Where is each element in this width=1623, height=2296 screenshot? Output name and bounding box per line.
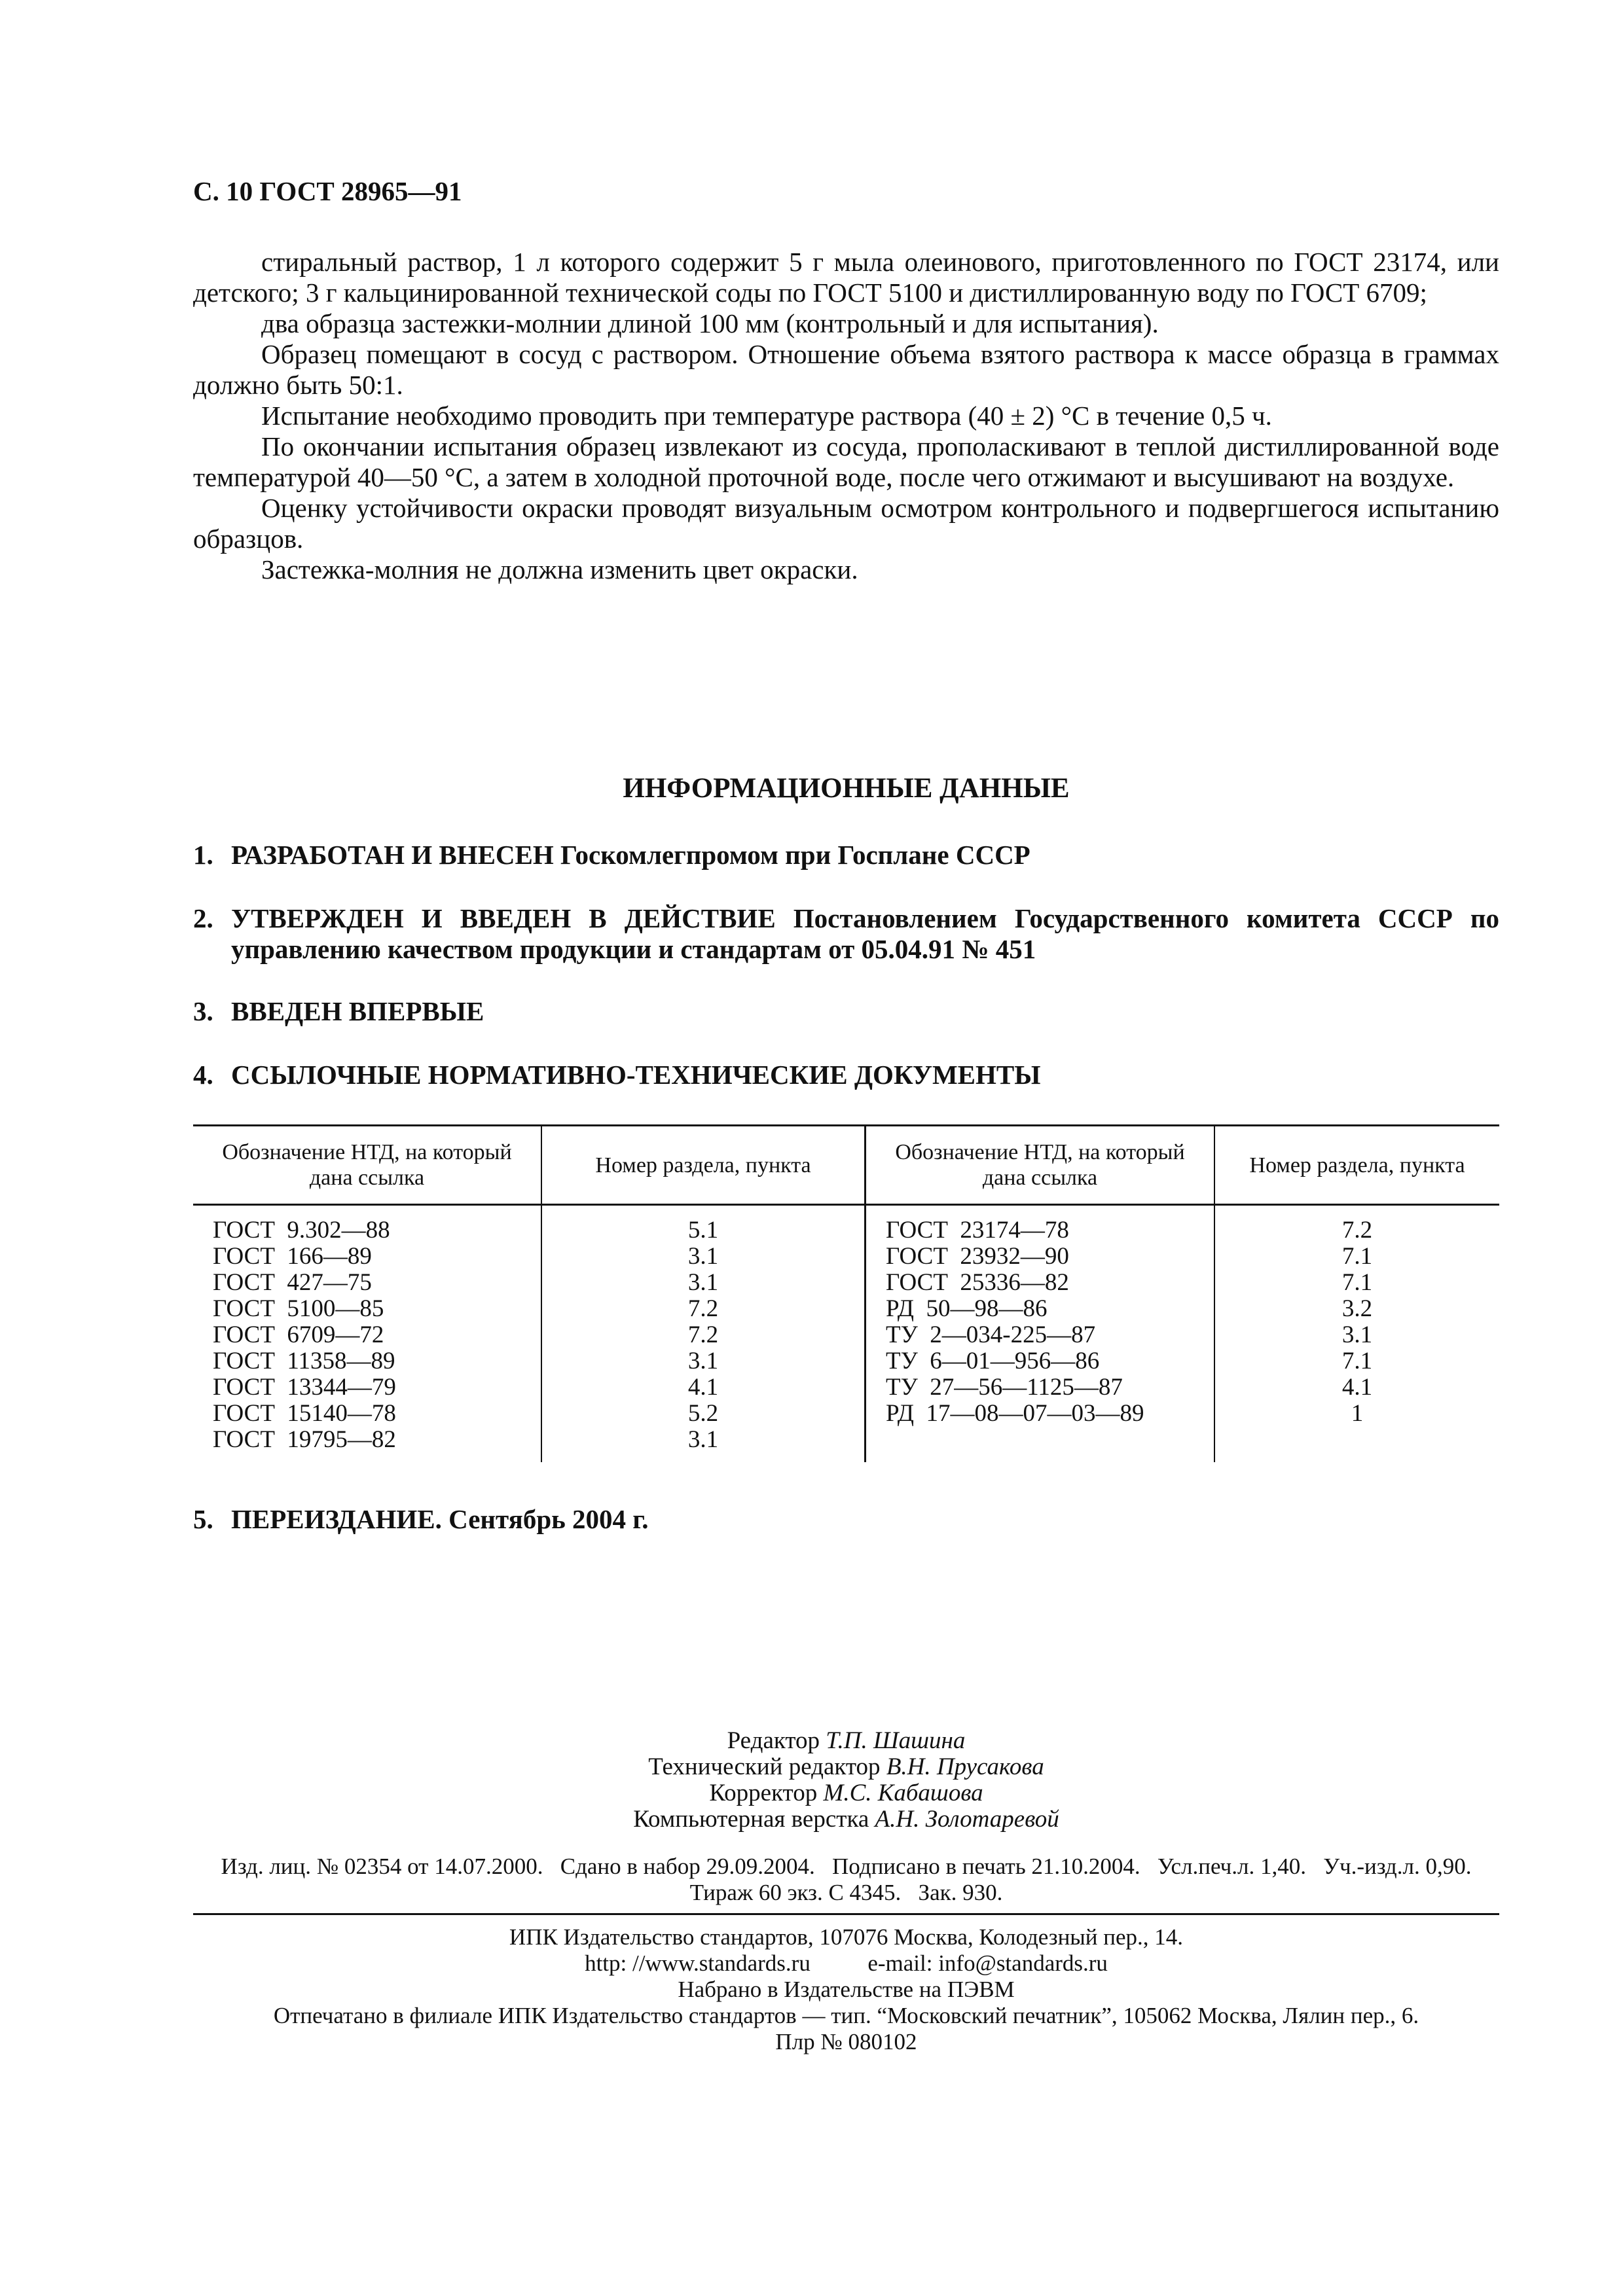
publication-details — [193, 1854, 1499, 1906]
imprint-license: Плр № 080102 — [775, 2029, 917, 2054]
imprint-typeset: Набрано в Издательстве на ПЭВМ — [678, 1977, 1015, 2002]
credit-name: Т.П. Шашина — [826, 1727, 966, 1754]
section-number: 7.2 — [687, 1321, 719, 1348]
info-section-title: ИНФОРМАЦИОННЫЕ ДАННЫЕ — [623, 773, 1070, 804]
right-docs-cell — [866, 1205, 1215, 1463]
doc-designation: ГОСТ 11358—89 — [213, 1348, 395, 1374]
section-number: 3.1 — [687, 1243, 719, 1270]
doc-designation: ГОСТ 25336—82 — [886, 1269, 1069, 1296]
info-item-5 — [193, 1504, 1499, 1535]
info-item-text: РАЗРАБОТАН И ВНЕСЕН Госкомлегпромом при Госплане СССР — [231, 840, 1030, 870]
section-number: 5.2 — [687, 1400, 719, 1427]
doc-designation: ТУ 6—01—956—86 — [886, 1348, 1100, 1374]
table-row — [193, 1205, 1499, 1463]
page-header: С. 10 ГОСТ 28965—91 — [193, 176, 462, 206]
credit-role: Компьютерная верстка — [633, 1806, 869, 1833]
section-number: 3.2 — [1341, 1295, 1373, 1322]
info-item-4 — [193, 1060, 1499, 1090]
credit-role: Редактор — [727, 1727, 820, 1754]
info-item-text: ПЕРЕИЗДАНИЕ. Сентябрь 2004 г. — [231, 1504, 649, 1534]
credit-name: А.Н. Золотаревой — [875, 1806, 1059, 1833]
body-paragraph: Испытание необходимо проводить при температуре раствора (40 ± 2) °С в течение 0,5 ч. — [261, 401, 1272, 431]
doc-designation: ТУ 27—56—1125—87 — [886, 1374, 1123, 1401]
credit-name: М.С. Кабашова — [823, 1780, 983, 1806]
credit-role: Корректор — [709, 1780, 818, 1806]
credit-layout — [193, 1806, 1499, 1833]
table-header-row — [193, 1126, 1499, 1205]
body-paragraph: Оценку устойчивости окраски проводят визуальным осмотром контрольного и подвергшегося испытанию образцов. — [193, 493, 1499, 554]
column-header: Обозначение НТД, на который дана ссылка — [866, 1126, 1215, 1205]
imprint-printed: Отпечатано в филиале ИПК Издательство стандартов — тип. “Московский печатник”, 105062 Москва, Лялин пер., 6. — [273, 2003, 1419, 2028]
body-paragraph: стиральный раствор, 1 л которого содержит 5 г мыла олеинового, приготовленного по ГОСТ 23174, или детского; 3 г кальцинированной технической соды по ГОСТ 5100 и дистиллированную воду по ГОСТ 6709; — [193, 247, 1499, 308]
credit-role: Технический редактор — [648, 1753, 881, 1780]
publisher-imprint — [193, 1924, 1499, 2055]
section-number: 1 — [1351, 1400, 1364, 1427]
credit-editor — [193, 1728, 1499, 1754]
doc-designation: ТУ 2—034-225—87 — [886, 1321, 1096, 1348]
body-paragraph: По окончании испытания образец извлекают из сосуда, прополаскивают в теплой дистиллированной воде температурой 40—50 °С, а затем в холодной проточной воде, после чего отжимают и высушивают на воздухе. — [193, 431, 1499, 492]
editorial-credits — [193, 1728, 1499, 1833]
doc-designation: ГОСТ 13344—79 — [213, 1374, 396, 1401]
doc-designation: РД 50—98—86 — [886, 1295, 1048, 1322]
credit-name: В.Н. Прусакова — [886, 1753, 1044, 1780]
info-item-number: 5. — [193, 1504, 213, 1534]
column-header: Номер раздела, пункта — [1214, 1126, 1499, 1205]
section-number: 3.1 — [1341, 1321, 1373, 1348]
column-header: Номер раздела, пункта — [541, 1126, 866, 1205]
section-number: 3.1 — [687, 1269, 719, 1296]
info-item-text: УТВЕРЖДЕН И ВВЕДЕН В ДЕЙСТВИЕ Постановлением Государственного комитета СССР по управлению качеством продукции и стандартам от 05.04.91 № 451 — [231, 903, 1499, 964]
imprint-address: ИПК Издательство стандартов, 107076 Москва, Колодезный пер., 14. — [509, 1924, 1184, 1950]
section-number: 7.2 — [1341, 1217, 1373, 1244]
doc-designation: ГОСТ 6709—72 — [213, 1321, 384, 1348]
left-points-cell — [541, 1205, 866, 1463]
info-item-number: 1. — [193, 840, 213, 870]
info-item-number: 4. — [193, 1060, 213, 1090]
info-item-3 — [193, 996, 1499, 1027]
info-item-text: ВВЕДЕН ВПЕРВЫЕ — [231, 996, 484, 1026]
credit-proofreader — [193, 1780, 1499, 1806]
section-number: 7.1 — [1341, 1348, 1373, 1374]
doc-designation: ГОСТ 5100—85 — [213, 1295, 384, 1322]
imprint-contacts: http: //www.standards.ru e-mail: info@standards.ru — [585, 1950, 1108, 1976]
left-docs-cell — [193, 1205, 541, 1463]
body-paragraph: Образец помещают в сосуд с раствором. Отношение объема взятого раствора к массе образца в граммах должно быть 50:1. — [193, 339, 1499, 400]
doc-designation: ГОСТ 23932—90 — [886, 1243, 1069, 1270]
body-paragraph: Застежка-молния не должна изменить цвет окраски. — [261, 554, 858, 584]
right-points-cell — [1214, 1205, 1499, 1463]
doc-designation: ГОСТ 9.302—88 — [213, 1217, 390, 1244]
section-number: 3.1 — [687, 1426, 719, 1453]
info-item-1 — [193, 840, 1499, 870]
divider — [193, 1913, 1499, 1915]
info-item-number: 3. — [193, 996, 213, 1026]
info-item-number: 2. — [193, 903, 213, 933]
doc-designation: ГОСТ 19795—82 — [213, 1426, 396, 1453]
section-number: 3.1 — [687, 1348, 719, 1374]
publication-line: Изд. лиц. № 02354 от 14.07.2000. Сдано в набор 29.09.2004. Подписано в печать 21.10.2004. Усл.печ.л. 1,40. Уч.-изд.л. 0,90. — [221, 1854, 1472, 1879]
credit-tech-editor — [193, 1754, 1499, 1780]
section-number: 4.1 — [1341, 1374, 1373, 1401]
section-number: 7.1 — [1341, 1243, 1373, 1270]
info-item-2 — [193, 903, 1499, 965]
doc-designation: РД 17—08—07—03—89 — [886, 1400, 1144, 1427]
body-paragraph: два образца застежки-молнии длиной 100 мм (контрольный и для испытания). — [261, 308, 1159, 338]
doc-designation: ГОСТ 427—75 — [213, 1269, 372, 1296]
section-number: 5.1 — [687, 1217, 719, 1244]
info-item-text: ССЫЛОЧНЫЕ НОРМАТИВНО-ТЕХНИЧЕСКИЕ ДОКУМЕНТЫ — [231, 1060, 1041, 1090]
publication-line: Тираж 60 экз. С 4345. Зак. 930. — [689, 1880, 1003, 1905]
section-number: 4.1 — [687, 1374, 719, 1401]
doc-designation: ГОСТ 15140—78 — [213, 1400, 396, 1427]
doc-designation: ГОСТ 166—89 — [213, 1243, 372, 1270]
section-number: 7.2 — [687, 1295, 719, 1322]
column-header: Обозначение НТД, на который дана ссылка — [193, 1126, 541, 1205]
body-text — [193, 247, 1499, 585]
doc-designation: ГОСТ 23174—78 — [886, 1217, 1069, 1244]
reference-documents-table — [193, 1124, 1499, 1462]
section-number: 7.1 — [1341, 1269, 1373, 1296]
